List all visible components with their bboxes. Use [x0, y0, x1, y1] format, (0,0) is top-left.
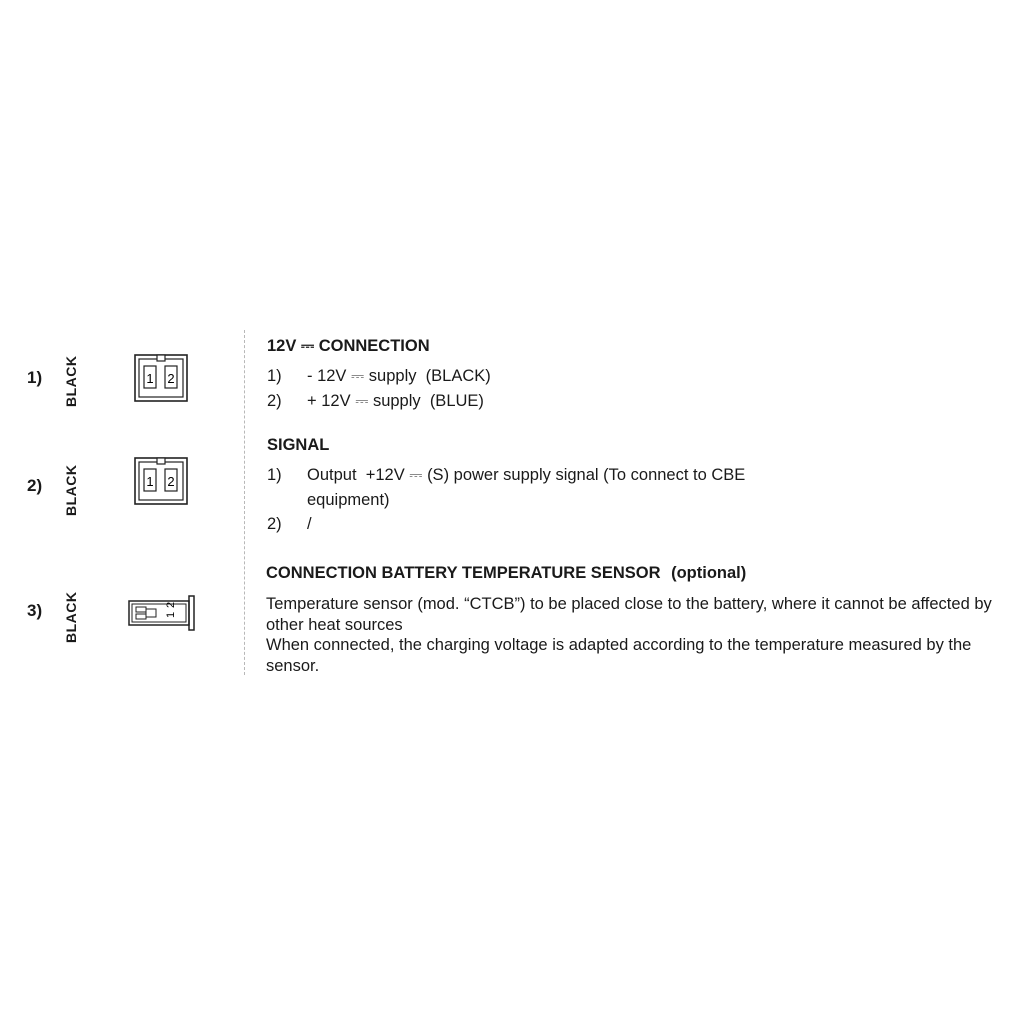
dc-symbol-icon: ⎓ — [355, 392, 369, 410]
pin-label: 1 — [146, 371, 154, 386]
sensor-description: Temperature sensor (mod. “CTCB”) to be placed close to the battery, where it cannot be affected by other heat sources — [266, 595, 992, 634]
pin-label: 2 — [165, 601, 177, 608]
row-number: 3) — [27, 601, 43, 620]
wire-color-label: BLACK — [63, 591, 79, 643]
optional-note: (optional) — [671, 564, 747, 582]
pin-label: 2 — [167, 474, 175, 489]
list-item: 2) / — [267, 515, 312, 533]
two-pin-header-icon — [128, 595, 196, 631]
column-divider — [244, 330, 245, 675]
list-item: 2) + 12V ⎓ supply (BLUE) — [267, 392, 484, 410]
list-item: 1) Output +12V ⎓ (S) power supply signal (To connect to CBE — [267, 466, 746, 484]
two-pin-connector-icon — [134, 354, 188, 402]
two-pin-connector-icon — [134, 457, 188, 505]
pin-label: 1 — [146, 474, 154, 489]
sensor-description: When connected, the charging voltage is adapted according to the temperature measured by the sensor. — [266, 636, 972, 675]
dc-symbol-icon: ⎓ — [409, 466, 423, 484]
wire-color-label: BLACK — [63, 355, 79, 407]
wire-color-label: BLACK — [63, 464, 79, 516]
power-section-title: 12V ⎓ CONNECTION — [267, 337, 430, 355]
pin-label: 2 — [167, 371, 175, 386]
row-number: 1) — [27, 368, 43, 387]
pin-label: 1 — [165, 611, 177, 618]
sensor-section-title: CONNECTION BATTERY TEMPERATURE SENSOR (optional) — [266, 564, 747, 582]
list-item: 1) - 12V ⎓ supply (BLACK) — [267, 367, 491, 385]
list-item-continuation: equipment) — [307, 491, 390, 509]
dc-symbol-icon: ⎓ — [300, 337, 315, 355]
dc-symbol-icon: ⎓ — [351, 367, 365, 385]
signal-section-title: SIGNAL — [267, 436, 330, 454]
row-number: 2) — [27, 476, 43, 495]
